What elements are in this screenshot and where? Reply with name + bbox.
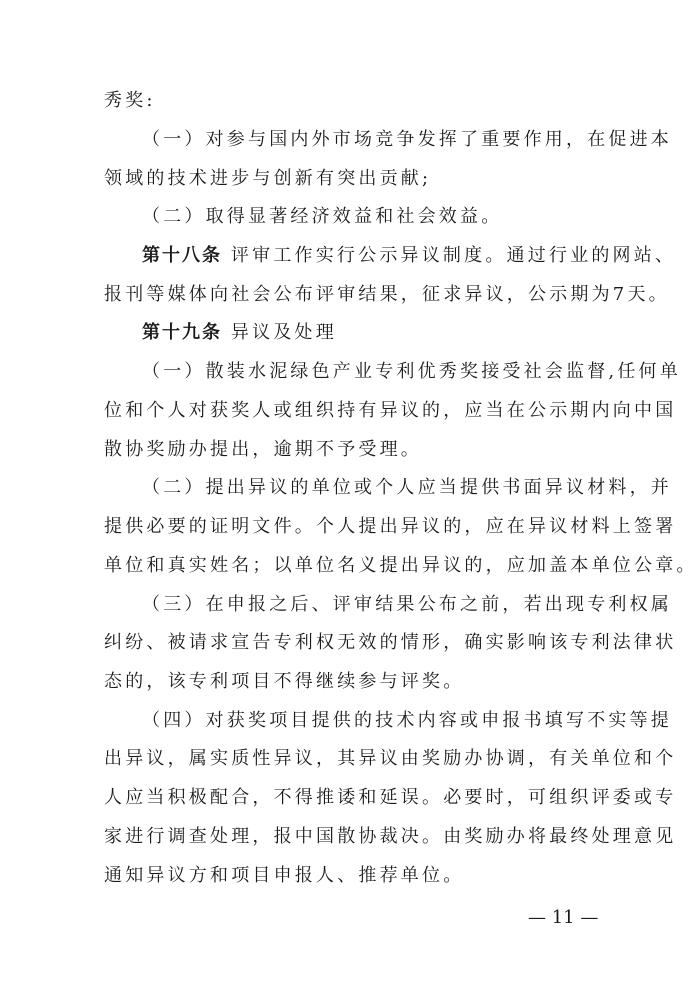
text-line: [142, 205, 502, 229]
line-text: 通知异议方和项目申报人、推荐单位。: [104, 864, 465, 886]
text-line: [104, 283, 670, 307]
article-line: [142, 244, 676, 268]
line-text: （一）散装水泥绿色产业专利优秀奖接受社会监督,任何单: [142, 361, 681, 383]
text-line: [104, 786, 676, 810]
text-line: [104, 864, 464, 888]
line-text: 态的，该专利项目不得继续参与评奖。: [104, 670, 465, 692]
line-text: 领域的技术进步与创新有突出贡献;: [104, 167, 432, 189]
line-text: 报刊等媒体向社会公布评审结果，征求异议，公示期为7天。: [104, 283, 670, 305]
line-text: （一）对参与国内外市场竞争发挥了重要作用，在促进本: [142, 128, 672, 150]
line-text: （二）提出异议的单位或个人应当提供书面异议材料，并: [142, 477, 672, 499]
line-text: 位和个人对获奖人或组织持有异议的，应当在公示期内向中国: [104, 399, 677, 421]
line-text: （二）取得显著经济效益和社会效益。: [142, 206, 503, 228]
text-line: [104, 631, 676, 655]
line-text: （四）对获奖项目提供的技术内容或申报书填写不实等提: [142, 709, 672, 731]
text-line: [104, 670, 464, 694]
line-text: 秀奖:: [104, 90, 156, 112]
line-text: （三）在申报之后、评审结果公布之前，若出现专利权属: [142, 593, 672, 615]
text-line: [142, 593, 672, 617]
line-text: 单位和真实姓名；以单位名义提出异议的，应加盖本单位公章。: [104, 554, 698, 576]
text-line: [142, 128, 672, 152]
text-line: [104, 554, 698, 578]
article-line: [142, 321, 337, 345]
line-text: 家进行调查处理，报中国散协裁决。由奖励办将最终处理意见: [104, 825, 677, 847]
line-text: 人应当积极配合，不得推诿和延误。必要时，可组织评委或专: [104, 787, 677, 809]
text-line: [104, 167, 431, 191]
line-text: 提供必要的证明文件。个人提出异议的，应在异议材料上签署: [104, 516, 677, 538]
text-line: [104, 89, 156, 113]
text-line: [104, 438, 422, 462]
text-line: [104, 825, 676, 849]
article-heading: 第十八条: [142, 245, 222, 267]
line-text: 纠纷、被请求宣告专利权无效的情形，确实影响该专利法律状: [104, 632, 677, 654]
text-line: [142, 476, 672, 500]
text-line: [104, 747, 676, 771]
text-line: [104, 399, 676, 423]
line-text: 评审工作实行公示异议制度。通过行业的网站、: [222, 245, 677, 267]
line-text: 散协奖励办提出，逾期不予受理。: [104, 438, 422, 460]
page-number: — 11 —: [528, 907, 599, 928]
article-heading: 第十九条: [142, 322, 222, 344]
line-text: 异议及处理: [222, 322, 337, 344]
text-line: [104, 515, 676, 539]
text-line: [142, 709, 672, 733]
line-text: 出异议，属实质性异议，其异议由奖励办协调，有关单位和个: [104, 748, 677, 770]
text-line: [142, 360, 681, 384]
